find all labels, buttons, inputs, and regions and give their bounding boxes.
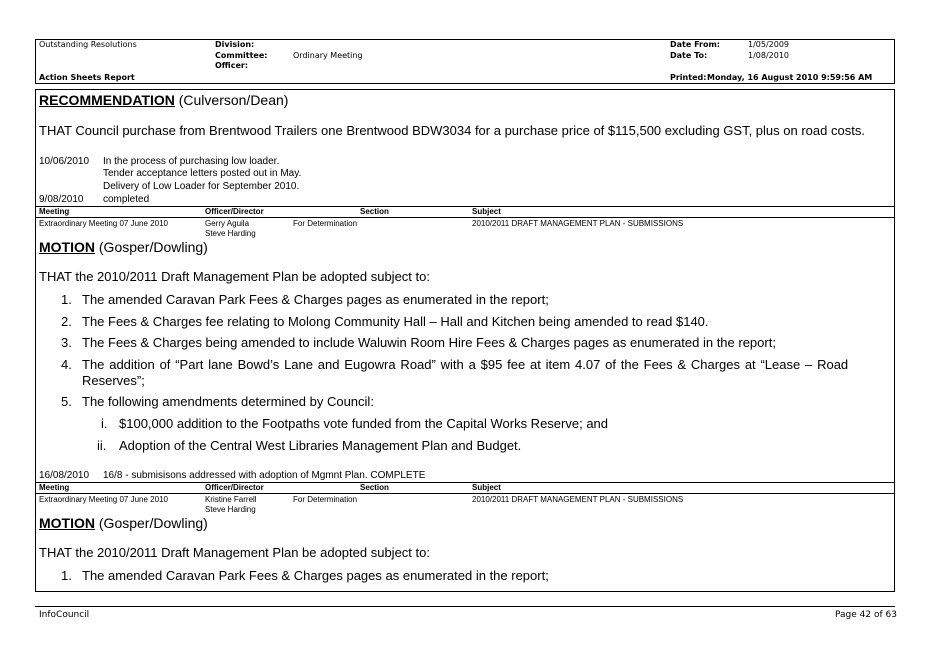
table-rule xyxy=(35,493,895,494)
footer-rule xyxy=(35,606,895,607)
col-header-section: Section xyxy=(360,483,389,492)
note-line: Tender acceptance letters posted out in May. xyxy=(103,168,302,179)
printed-value: Monday, 16 August 2010 9:59:56 AM xyxy=(707,73,873,82)
date-from-value: 1/05/2009 xyxy=(748,40,790,49)
officer-cell: Steve Harding xyxy=(205,505,256,514)
section-cell: For Determination xyxy=(293,495,358,504)
report-title: Outstanding Resolutions xyxy=(39,40,137,49)
subject-cell: 2010/2011 DRAFT MANAGEMENT PLAN - SUBMISSIONS xyxy=(472,219,684,228)
col-header-subject: Subject xyxy=(472,207,501,216)
col-header-meeting: Meeting xyxy=(39,483,70,492)
table-rule xyxy=(35,482,895,483)
date-to-value: 1/08/2010 xyxy=(748,51,790,60)
officer-cell: Gerry Aguila xyxy=(205,219,250,228)
col-header-subject: Subject xyxy=(472,483,501,492)
motion-heading xyxy=(39,239,208,255)
committee-label: Committee: xyxy=(215,51,268,60)
page-number: Page 42 of 63 xyxy=(835,610,897,620)
recommendation-heading xyxy=(39,92,288,108)
note-date: 10/06/2010 xyxy=(39,156,90,167)
meeting-cell: Extraordinary Meeting 07 June 2010 xyxy=(39,495,168,504)
col-header-section: Section xyxy=(360,207,389,216)
date-from-label: Date From: xyxy=(670,40,721,49)
col-header-officer: Officer/Director xyxy=(205,483,264,492)
motion-intro: THAT the 2010/2011 Draft Management Plan be adopted subject to: xyxy=(39,545,430,560)
section-cell: For Determination xyxy=(293,219,358,228)
recommendation-movers: (Culverson/Dean) xyxy=(174,92,289,108)
col-header-officer: Officer/Director xyxy=(205,207,264,216)
report-name: Action Sheets Report xyxy=(39,73,135,82)
note-line: In the process of purchasing low loader. xyxy=(103,156,280,167)
division-label: Division: xyxy=(215,40,255,49)
footer-left: InfoCouncil xyxy=(39,610,90,620)
motion-movers: (Gosper/Dowling) xyxy=(95,239,208,255)
note-date: 9/08/2010 xyxy=(39,194,84,205)
motion-intro: THAT the 2010/2011 Draft Management Plan be adopted subject to: xyxy=(39,269,430,284)
date-to-label: Date To: xyxy=(670,51,708,60)
col-header-meeting: Meeting xyxy=(39,207,70,216)
subject-cell: 2010/2011 DRAFT MANAGEMENT PLAN - SUBMISSIONS xyxy=(472,495,684,504)
table-rule xyxy=(35,206,895,207)
recommendation-label: RECOMMENDATION xyxy=(39,92,175,108)
printed-label: Printed: xyxy=(670,73,707,82)
table-rule xyxy=(35,217,895,218)
note-line: 16/8 - submisisons addressed with adoption of Mgmnt Plan. COMPLETE xyxy=(103,470,426,481)
note-line: completed xyxy=(103,194,150,205)
motion-heading xyxy=(39,515,208,531)
officer-label: Officer: xyxy=(215,61,249,70)
note-line: Delivery of Low Loader for September 2010. xyxy=(103,181,300,192)
committee-value: Ordinary Meeting xyxy=(293,51,363,60)
officer-cell: Kristine Farrell xyxy=(205,495,257,504)
motion-label: MOTION xyxy=(39,239,95,255)
meeting-cell: Extraordinary Meeting 07 June 2010 xyxy=(39,219,168,228)
recommendation-text: THAT Council purchase from Brentwood Trailers one Brentwood BDW3034 for a purchase price of $115,500 excluding GST, plus on road costs. xyxy=(39,123,865,138)
motion-label: MOTION xyxy=(39,515,95,531)
note-date: 16/08/2010 xyxy=(39,470,90,481)
motion-movers: (Gosper/Dowling) xyxy=(95,515,208,531)
officer-cell: Steve Harding xyxy=(205,229,256,238)
